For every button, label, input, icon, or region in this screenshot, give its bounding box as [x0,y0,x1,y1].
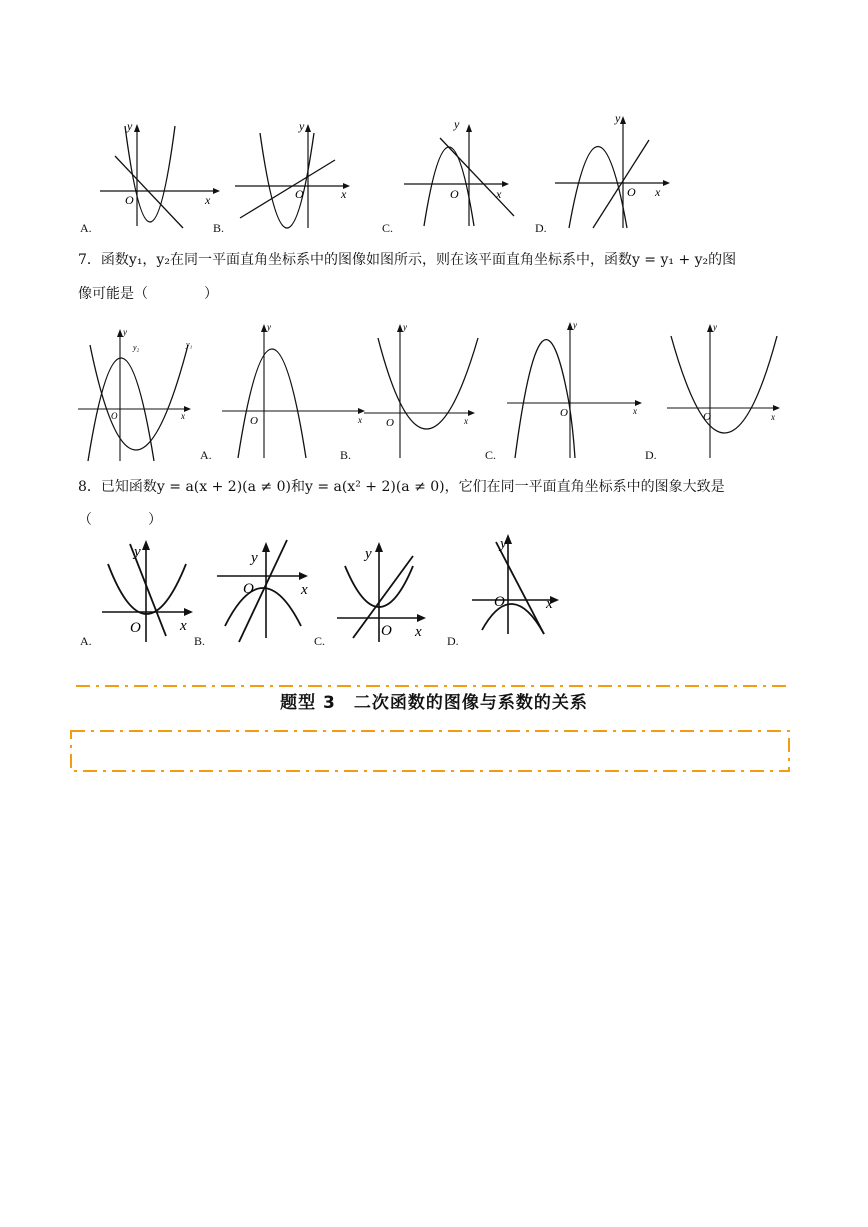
q6-option-b[interactable]: B. [213,221,225,235]
q6-option-d[interactable]: D. [535,221,547,235]
q8-stem-line1: 8．已知函数y = a(x + 2)(a ≠ 0)和y = a(x² + 2)(a ≠ 0)，它们在同一平面直角坐标系中的图象大致是 [78,479,725,495]
q7-graph-b [360,320,510,460]
q7-stem-line2: 像可能是（ ） [78,286,218,302]
x-label: x [415,624,422,640]
x-label: x [633,406,637,416]
x-label: x [464,416,468,426]
q7-option-b[interactable]: B. [340,448,352,462]
q6-option-a[interactable]: A. [80,221,92,235]
y-label: y [615,111,621,125]
x-label: x [358,415,362,425]
x-label: x [301,582,308,598]
y-label: y [365,546,372,562]
y-label: y [251,550,258,566]
y-label: y [500,536,507,552]
q6-graph-a [95,118,220,228]
q7-option-c[interactable]: C. [485,448,497,462]
x-label: x [496,187,502,201]
origin-label: O [494,594,505,610]
q8-graph-b [215,538,315,646]
q8-option-b[interactable]: B. [194,634,206,648]
y-label: y [454,117,460,131]
origin-label: O [560,407,568,419]
section-dashed-box [70,730,790,772]
y-label: y [299,119,305,133]
x-label: x [341,187,347,201]
q6-option-c[interactable]: C. [382,221,394,235]
origin-label: O [703,411,711,423]
q7-graph-a [220,320,370,460]
y-label: y [713,322,717,332]
origin-label: O [111,411,118,421]
y-label: y [403,322,407,332]
section-title: 题型 3 二次函数的图像与系数的关系 [280,693,588,713]
origin-label: O [381,623,392,639]
q6-graph-d [555,110,680,228]
x-label: x [180,618,187,634]
q6-graph-c [402,118,527,228]
q7-given-graph [78,325,208,463]
origin-label: O [130,620,141,636]
y-label: y [127,119,133,133]
y-label: y [134,544,141,560]
origin-label: O [125,193,134,207]
y1-label: y₁ [186,340,193,349]
x-label: x [771,412,775,422]
q7-option-a[interactable]: A. [200,448,212,462]
q6-graph-b [235,118,360,228]
origin-label: O [450,187,459,201]
origin-label: O [627,185,636,199]
origin-label: O [386,417,394,429]
q8-graph-a [100,536,200,644]
q8-option-a[interactable]: A. [80,634,92,648]
q8-stem-line2: （ ） [78,512,162,528]
y-label: y [267,322,271,332]
origin-label: O [243,581,254,597]
x-label: x [205,193,211,207]
q7-graph-d [665,320,815,460]
y-label: y [123,327,127,337]
q8-option-c[interactable]: C. [314,634,326,648]
q7-option-d[interactable]: D. [645,448,657,462]
q8-option-d[interactable]: D. [447,634,459,648]
q8-graph-d [470,530,570,638]
q7-stem-line1: 7．函数y₁，y₂在同一平面直角坐标系中的图像如图所示，则在该平面直角坐标系中，函数y = y₁ + y₂的图 [78,252,737,268]
x-label: x [655,185,661,199]
y2-label: y₂ [133,343,140,352]
y-label: y [573,320,577,330]
x-label: x [546,596,553,612]
q8-graph-c [335,538,435,646]
x-label: x [181,411,185,421]
origin-label: O [250,415,258,427]
origin-label: O [295,187,304,201]
q7-graph-c [505,318,655,460]
